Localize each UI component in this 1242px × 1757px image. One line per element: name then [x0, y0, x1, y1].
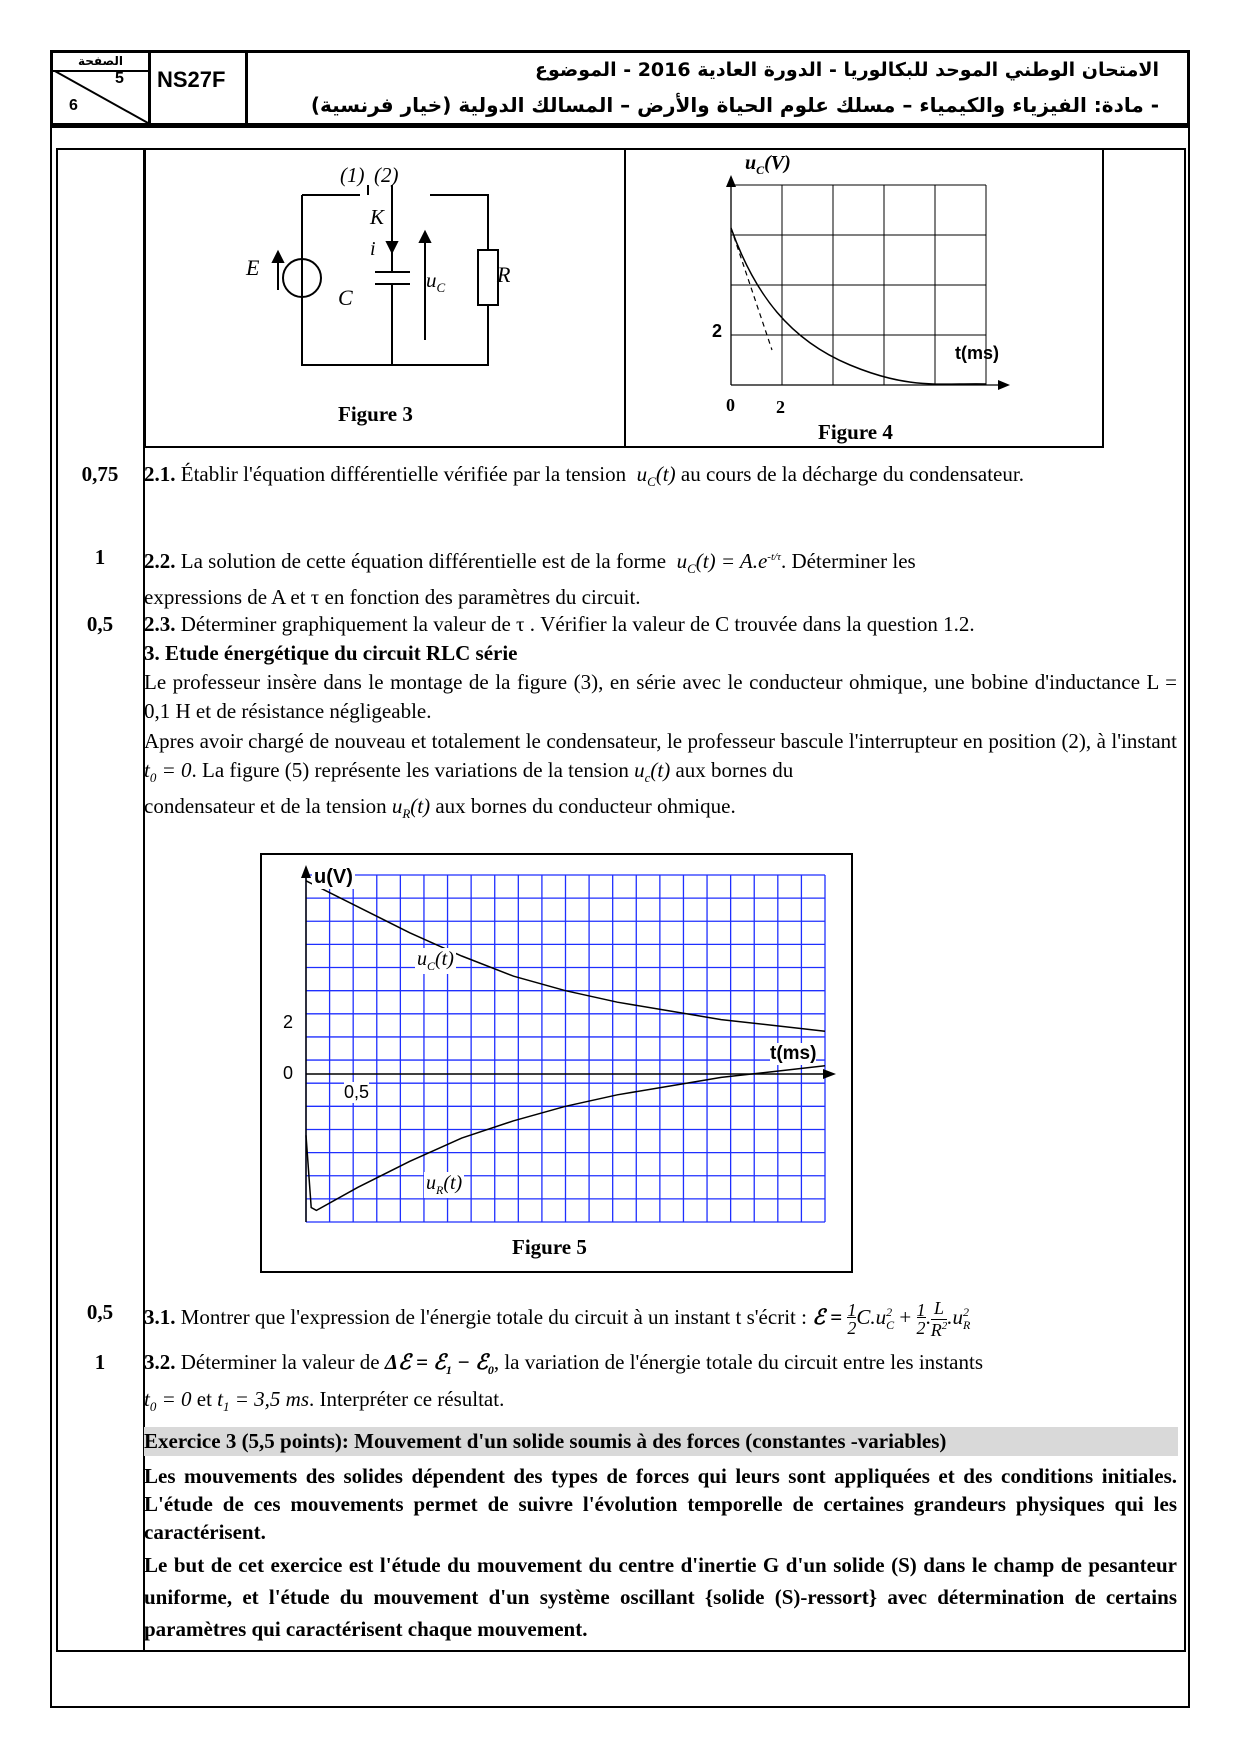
figure4-tangent [731, 228, 772, 350]
page-header [50, 50, 1190, 126]
figure5-y-arrow [301, 865, 311, 878]
score-q32: 1 [94, 1350, 106, 1374]
section-3-paragraph-2: Apres avoir chargé de nouveau et totalement le condensateur, le professeur bascule l'interrupteur en position (2), à l'instant $t_0 = 0$. La figure (5) représente les variations de la tension $u_c(t)$ aux bornes du condensateur et de la tension $u_R(t)$ aux bornes du conducteur ohmique. [144, 729, 1177, 822]
exercise-3-paragraph-2: Le but de cet exercice est l'étude du mouvement du centre d'inertie G d'un solide (S) dans le champ de pesanteur uniforme, et l'étude du mouvement d'un système oscillant {solide (S)-ressort} avec détermination de certains paramètres qui caractérisent chaque mouvement. [144, 1553, 1177, 1641]
exam-subtitle: - مادة: الفيزياء والكيمياء – مسلك علوم الحياة والأرض – المسالك الدولية (خيار فرنسية) [310, 93, 1159, 117]
exercise-3-title: Exercice 3 (5,5 points): Mouvement d'un solide soumis à des forces (constantes -variables) [144, 1429, 947, 1453]
question-2-3: 2.3. Déterminer graphiquement la valeur de τ . Vérifier la valeur de C trouvée dans la question 1.2. [144, 612, 975, 636]
figure4-x-tick: 2 [776, 397, 785, 417]
section-3-title: 3. Etude énergétique du circuit RLC série [144, 641, 518, 665]
figure5-caption: Figure 5 [512, 1235, 587, 1259]
page-diagonal [53, 70, 148, 123]
current-i-label: i [370, 238, 376, 260]
figure4-x-arrow [998, 380, 1010, 390]
score-q23: 0,5 [86, 612, 114, 636]
question-2-2: 2.2. La solution de cette équation différentielle est de la forme $u_C(t) = A.e^{-t/\tau}$. Déterminer les expressions de A et τ en fonction des paramètres du circuit. [144, 549, 916, 610]
switch-K-label: K [370, 205, 385, 229]
score-q31: 0,5 [86, 1300, 114, 1324]
page-number-box [53, 53, 151, 123]
score-q21: 0,75 [81, 462, 119, 486]
figure4-caption: Figure 4 [818, 420, 893, 444]
voltage-uC-label: $u_C$ [426, 268, 446, 296]
figure3-circuit [230, 160, 530, 380]
exam-code: NS27F [151, 53, 248, 123]
exam-title: الامتحان الوطني الموحد للبكالوريا - الدورة العادية 2016 - الموضوع [535, 59, 1159, 81]
figure5-chart [290, 860, 850, 1240]
figure4-x-origin: 0 [726, 395, 735, 415]
figure5-grid [306, 875, 825, 1222]
figure4-uc-curve [731, 228, 986, 384]
page-label: الصفحة [53, 53, 148, 72]
figure5-ur-label: $u_R(t)$ [426, 1172, 463, 1197]
resistor-R-label: R [497, 262, 511, 287]
section-3-paragraph-1: Le professeur insère dans le montage de la figure (3), en série avec le conducteur ohmique, une bobine d'inductance L = 0,1 H et de résistance négligeable. [144, 670, 1177, 723]
score-q22: 1 [94, 545, 106, 569]
figure4-ylabel: $u_C(V)$ [745, 152, 791, 177]
figure5-y-tick-0: 0 [283, 1063, 294, 1083]
figure5-xlabel: t(ms) [770, 1043, 817, 1064]
figure3-caption: Figure 3 [338, 402, 413, 426]
exercise-3-paragraph-1: Les mouvements des solides dépendent des types de forces qui leurs sont appliquées et des conditions initiales. L'étude de ces mouvements permet de suivre l'évolution temporelle de certaines grandeurs physiques qui les caractérisent. [144, 1464, 1177, 1544]
figure4-graph [700, 155, 1020, 405]
figure5-x-arrow [823, 1069, 836, 1079]
figure5-x-tick: 0,5 [344, 1082, 370, 1102]
switch-pos-1: (1) [340, 163, 365, 187]
figure5-ylabel: u(V) [314, 866, 353, 888]
figure5-y-tick-2: 2 [283, 1012, 294, 1032]
question-2-1: 2.1. Établir l'équation différentielle vérifiée par la tension $u_C(t)$ au cours de la décharge du condensateur. [144, 462, 1024, 490]
figure4-y-tick: 2 [712, 321, 723, 341]
capacitor-C-label: C [338, 285, 353, 310]
figure4-y-arrow [726, 175, 736, 187]
figure4-grid [731, 185, 986, 385]
generator-E-label: E [246, 255, 260, 280]
figures-divider [624, 148, 626, 448]
figure4-xlabel: t(ms) [955, 343, 999, 363]
figure5-uc-label: $u_C(t)$ [417, 948, 454, 973]
page-total: 6 [69, 97, 78, 114]
switch-pos-2: (2) [374, 163, 399, 187]
question-3-1: 3.1. Montrer que l'expression de l'énergie totale du circuit à un instant t s'écrit : ℰ = $\frac{1}{2}C.u^2_C + \frac{1}{2}.\frac{L}{R^2}.u^2_R$ [144, 1298, 971, 1341]
question-3-2: 3.2. Déterminer la valeur de Δℰ = ℰ$_1$ − ℰ$_0$, la variation de l'énergie totale du circuit entre les instants $t_0 = 0$ et $t_1 = 3,5$ ms. Interpréter ce résultat. [144, 1350, 983, 1415]
page-number: 5 [115, 70, 124, 87]
